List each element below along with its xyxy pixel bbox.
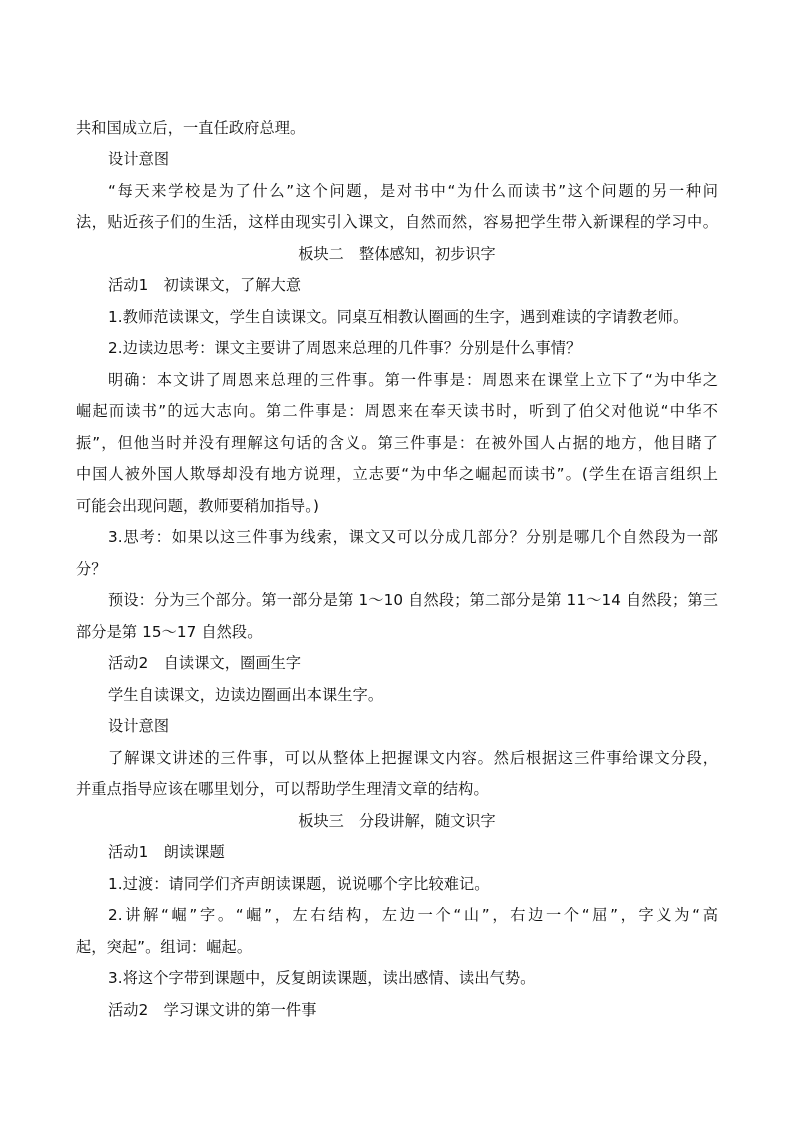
numbered-item: 1.教师范读课文，学生自读课文。同桌互相教认圈画的生字，遇到难读的字请教老师。 bbox=[108, 308, 689, 326]
body-text-line: 部分是第 15～17 自然段。 bbox=[76, 623, 263, 641]
section-label-design-intent: 设计意图 bbox=[108, 150, 170, 168]
section-heading-block-2: 板块二 整体感知，初步识字 bbox=[298, 245, 496, 263]
body-text-line: 振”，但他当时并没有理解这句话的含义。第三件事是：在被外国人占据的地方，他目睹了 bbox=[76, 434, 718, 452]
numbered-item: 3.思考：如果以这三件事为线索，课文又可以分成几部分？分别是哪几个自然段为一部 bbox=[108, 528, 718, 546]
body-text-line: 共和国成立后，一直任政府总理。 bbox=[76, 119, 306, 137]
activity-heading: 活动2 学习课文讲的第一件事 bbox=[108, 1001, 317, 1019]
body-text-line: 预设：分为三个部分。第一部分是第 1～10 自然段；第二部分是第 11～14 自然段；第三 bbox=[108, 591, 718, 609]
body-text-line: 明确：本文讲了周恩来总理的三件事。第一件事是：周恩来在课堂上立下了“为中华之 bbox=[108, 371, 718, 389]
body-text-line: 起，突起”。组词：崛起。 bbox=[76, 938, 253, 956]
body-text-line: 可能会出现问题，教师要稍加指导。) bbox=[76, 497, 320, 515]
numbered-item: 1.过渡：请同学们齐声朗读课题，说说哪个字比较难记。 bbox=[108, 875, 490, 893]
body-text-line: 分？ bbox=[76, 560, 107, 578]
body-text-line: 了解课文讲述的三件事，可以从整体上把握课文内容。然后根据这三件事给课文分段， bbox=[108, 749, 718, 767]
numbered-item: 3.将这个字带到课题中，反复朗读课题，读出感情、读出气势。 bbox=[108, 969, 536, 987]
activity-heading: 活动1 朗读课题 bbox=[108, 843, 225, 861]
body-text-line: 并重点指导应该在哪里划分，可以帮助学生理清文章的结构。 bbox=[76, 780, 489, 798]
activity-heading: 活动2 自读课文，圈画生字 bbox=[108, 654, 302, 672]
numbered-item: 2.边读边思考：课文主要讲了周恩来总理的几件事？分别是什么事情？ bbox=[108, 339, 582, 357]
body-text-line: 崛起而读书”的远大志向。第二件事是：周恩来在奉天读书时，听到了伯父对他说“中华不 bbox=[76, 402, 718, 420]
body-text-line: “每天来学校是为了什么”这个问题，是对书中“为什么而读书”这个问题的另一种问 bbox=[108, 182, 718, 200]
body-text-line: 法，贴近孩子们的生活，这样由现实引入课文，自然而然，容易把学生带入新课程的学习中。 bbox=[76, 213, 718, 231]
activity-heading: 活动1 初读课文，了解大意 bbox=[108, 276, 302, 294]
section-label-design-intent: 设计意图 bbox=[108, 717, 170, 735]
body-text-line: 中国人被外国人欺辱却没有地方说理，立志要“为中华之崛起而读书”。(学生在语言组织上 bbox=[76, 465, 718, 483]
numbered-item: 2.讲解“崛”字。“崛”，左右结构，左边一个“山”，右边一个“屈”，字义为“高 bbox=[108, 906, 718, 924]
body-text-line: 学生自读课文，边读边圈画出本课生字。 bbox=[108, 686, 384, 704]
section-heading-block-3: 板块三 分段讲解，随文识字 bbox=[298, 812, 496, 830]
